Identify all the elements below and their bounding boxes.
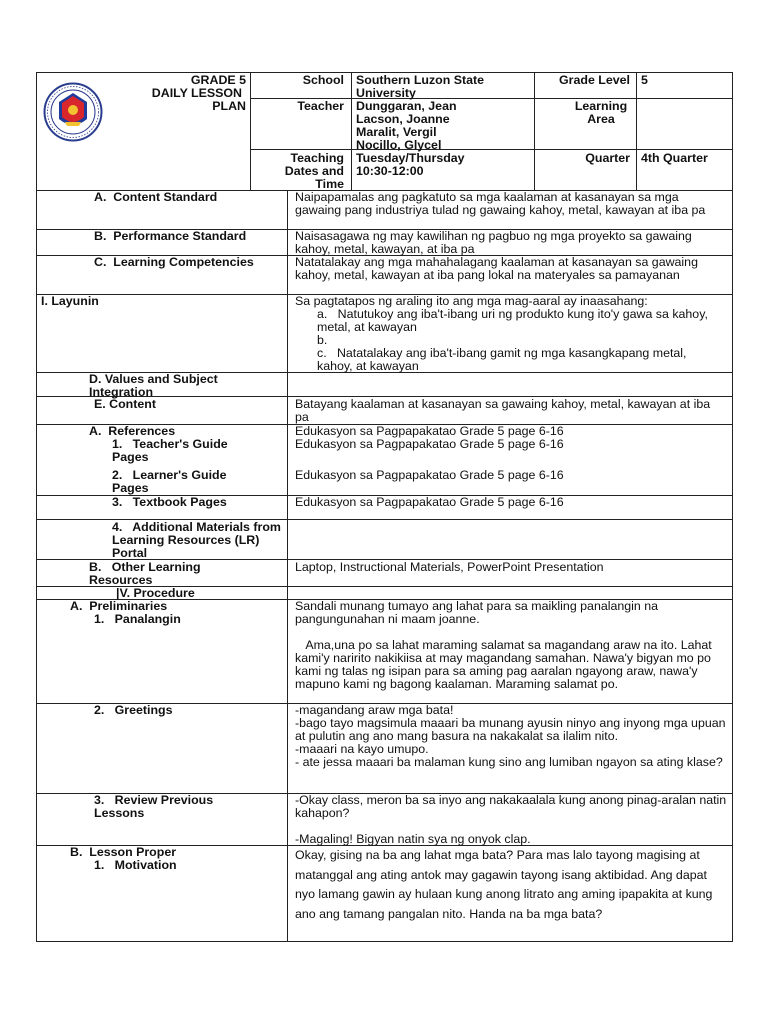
procedure-label: |V. Procedure (116, 586, 195, 600)
motivation-label: 1. Motivation (94, 858, 177, 872)
greetings-value: -magandang araw mga bata! -bago tayo magsimula maaari ba munang ayusin ninyo ang inyong mga upuan at pulutin ang ano mang basura na nakakalat sa ilalim nito. -maaari na kayo umupo. - ate jessa maaari ba malaman kung sino ang lumiban ngayon sa ating klase? (295, 703, 726, 769)
panalangin-prayer: Ama,una po sa lahat maraming salamat sa magandang araw na ito. Lahat kami'y naririto nakikiisa at may magandang samahan. Nawa'y bigyan mo po kami ng talas ng isipan para sa aming pag aaralan ngayong araw, nawa'y mapuno kami ng bagong kaalaman. Maraming salamat po. (295, 638, 716, 691)
learners-guide-value: Edukasyon sa Pagpapakatao Grade 5 page 6-16 (295, 468, 564, 482)
performance-standard-label: B. Performance Standard (94, 229, 247, 243)
header-divider (636, 72, 637, 190)
grade-level-value: 5 (641, 73, 648, 87)
header-divider (351, 72, 352, 190)
performance-standard-value: Naisasagawa ng may kawilihan ng pagbuo ng mga proyekto sa gawaing kahoy, metal, kawayan, at iba pa (295, 229, 696, 256)
learning-area-label: Learning Area (574, 99, 631, 126)
teachers-guide-label: 1. Teacher's Guide Pages (112, 437, 232, 464)
layunin-item-a: a. Natutukoy ang iba't-ibang uri ng produkto kung ito'y gawa sa kahoy, metal, at kawayan (317, 307, 712, 334)
header-plan: PLAN (212, 99, 246, 113)
quarter-value: 4th Quarter (641, 151, 708, 165)
header-daily: DAILY LESSON (151, 86, 242, 100)
layunin-intro: Sa pagtatapos ng araling ito ang mga mag-aaral ay inaasahang: (295, 294, 648, 308)
layunin-label: I. Layunin (41, 294, 99, 308)
review-praise: -Magaling! Bigyan natin sya ng onyok clap. (295, 832, 531, 846)
column-divider (287, 190, 288, 942)
values-integration-label: D. Values and Subject Integration (89, 372, 222, 399)
content-label: E. Content (94, 397, 156, 411)
motivation-value: Okay, gising na ba ang lahat mga bata? Para mas lalo tayong magising at matanggal ang ating antok may gagawin tayong isang aktibidad. Ang dapat nyo lamang gawin ay hulaan kung anong litrato ang aming ipapakita at kung ano ang tamang pangalan nito. Handa na ba mga bata? (295, 848, 716, 921)
greetings-label: 2. Greetings (94, 703, 173, 717)
header-grade: GRADE 5 (190, 73, 246, 87)
content-standard-label: A. Content Standard (94, 190, 218, 204)
layunin-item-c: c. Natatalakay ang iba't-ibang gamit ng mga kasangkapang metal, kahoy, at kawayan (317, 346, 690, 373)
additional-materials-label: 4. Additional Materials from Learning Resources (LR) Portal (112, 520, 285, 560)
header-divider (250, 149, 733, 150)
learning-competencies-label: C. Learning Competencies (94, 255, 254, 269)
review-lessons-label: 3. Review Previous Lessons (94, 793, 217, 820)
teachers-guide-value: Edukasyon sa Pagpapakatao Grade 5 page 6-16 (295, 437, 564, 451)
references-label: A. References (89, 424, 176, 438)
panalangin-label: 1. Panalangin (94, 612, 181, 626)
quarter-label: Quarter (585, 151, 630, 165)
preliminaries-label: A. Preliminaries (70, 599, 168, 613)
other-resources-label: B. Other Learning Resources (89, 560, 204, 587)
header-divider (250, 72, 251, 190)
other-resources-value: Laptop, Instructional Materials, PowerPoint Presentation (295, 560, 604, 574)
deped-seal-logo (43, 82, 103, 142)
textbook-value: Edukasyon sa Pagpapakatao Grade 5 page 6-16 (295, 495, 564, 509)
teaching-dates-value: Tuesday/Thursday 10:30-12:00 (356, 151, 469, 178)
textbook-label: 3. Textbook Pages (112, 495, 227, 509)
grade-level-label: Grade Level (559, 73, 630, 87)
references-value: Edukasyon sa Pagpapakatao Grade 5 page 6-16 (295, 424, 564, 438)
review-question: -Okay class, meron ba sa inyo ang nakakaalala kung anong pinag-aralan natin kahapon? (295, 793, 730, 820)
layunin-item-b: b. (317, 333, 328, 347)
learning-competencies-value: Natatalakay ang mga mahahalagang kaalaman at kasanayan sa gawaing kahoy, metal, kawayan at iba pang lokal na materyales sa pamayanan (295, 255, 702, 282)
lesson-proper-label: B. Lesson Proper (70, 845, 177, 859)
header-divider (534, 72, 535, 190)
teaching-dates-label: Teaching Dates and Time (284, 151, 348, 191)
content-value: Batayang kaalaman at kasanayan sa gawaing kahoy, metal, kawayan at iba pa (295, 397, 714, 424)
content-standard-value: Naipapamalas ang pagkatuto sa mga kaalaman at kasanayan sa mga gawaing pang industriya tulad ng gawaing kahoy, metal, kawayan at iba pa (295, 190, 706, 217)
learners-guide-label: 2. Learner's Guide Pages (112, 468, 230, 495)
teacher-value: Dunggaran, Jean Lacson, Joanne Maralit, Vergil Nocillo, Glycel (356, 99, 460, 152)
school-label: School (302, 73, 344, 87)
school-value: Southern Luzon State University (356, 73, 488, 100)
panalangin-intro: Sandali munang tumayo ang lahat para sa maikling panalangin na pangungunahan ni maam joanne. (295, 599, 662, 626)
teacher-label: Teacher (297, 99, 344, 113)
